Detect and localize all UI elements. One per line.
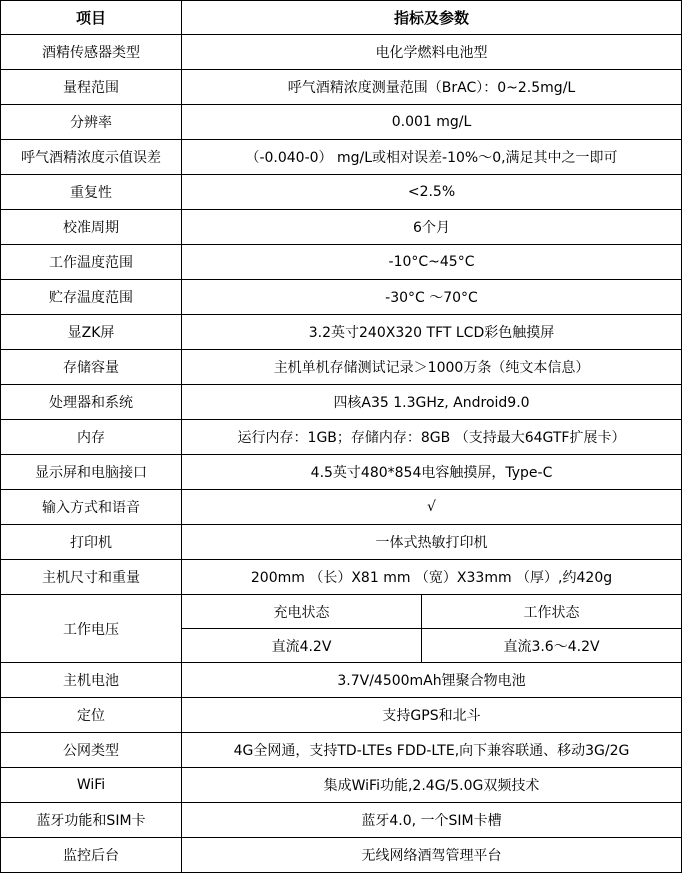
row-name: 呼气酒精浓度示值误差 bbox=[1, 140, 182, 175]
row-name: 校准周期 bbox=[1, 210, 182, 245]
row-name: 显示屏和电脑接口 bbox=[1, 455, 182, 490]
row-name: 打印机 bbox=[1, 525, 182, 560]
row-name: 定位 bbox=[1, 698, 182, 733]
row-name: 处理器和系统 bbox=[1, 385, 182, 420]
row-value: 6个月 bbox=[182, 210, 682, 245]
row-name: 监控后台 bbox=[1, 838, 182, 873]
row-name: 输入方式和语音 bbox=[1, 490, 182, 525]
row-name: 存储容量 bbox=[1, 350, 182, 385]
row-name: 重复性 bbox=[1, 175, 182, 210]
row-value: 4G全网通，支持TD-LTEs FDD-LTE,向下兼容联通、移动3G/2G bbox=[182, 733, 682, 768]
row-value: 集成WiFi功能,2.4G/5.0G双频技术 bbox=[182, 768, 682, 803]
row-name: 内存 bbox=[1, 420, 182, 455]
row-value: （-0.040-0） mg/L或相对误差-10%〜0,满足其中之一即可 bbox=[182, 140, 682, 175]
voltage-working-value: 直流3.6〜4.2V bbox=[422, 629, 682, 663]
table-header-row bbox=[1, 1, 682, 35]
row-value: 无线网络酒驾管理平台 bbox=[182, 838, 682, 873]
row-value: 一体式热敏打印机 bbox=[182, 525, 682, 560]
row-name: 贮存温度范围 bbox=[1, 280, 182, 315]
row-name: 主机尺寸和重量 bbox=[1, 560, 182, 595]
row-name: 显ZK屏 bbox=[1, 315, 182, 350]
header-spec: 指标及参数 bbox=[182, 1, 682, 35]
row-value: 0.001 mg/L bbox=[182, 105, 682, 140]
row-name: WiFi bbox=[1, 768, 182, 803]
row-value: √ bbox=[182, 490, 682, 525]
voltage-row bbox=[1, 595, 682, 629]
table-body bbox=[1, 35, 682, 873]
row-name: 工作温度范围 bbox=[1, 245, 182, 280]
row-name: 分辨率 bbox=[1, 105, 182, 140]
row-value: 蓝牙4.0, 一个SIM卡槽 bbox=[182, 803, 682, 838]
row-value: 运行内存：1GB；存储内存：8GB （支持最大64GTF扩展卡） bbox=[182, 420, 682, 455]
row-value: 3.2英寸240X320 TFT LCD彩色触摸屏 bbox=[182, 315, 682, 350]
row-value: 四核A35 1.3GHz, Android9.0 bbox=[182, 385, 682, 420]
row-name: 蓝牙功能和SIM卡 bbox=[1, 803, 182, 838]
row-value: 支持GPS和北斗 bbox=[182, 698, 682, 733]
row-name: 主机电池 bbox=[1, 663, 182, 698]
row-value: -30°C 〜70°C bbox=[182, 280, 682, 315]
voltage-working-label: 工作状态 bbox=[422, 595, 682, 629]
row-value: 呼气酒精浓度测量范围（BrAC）：0~2.5mg/L bbox=[182, 70, 682, 105]
row-value: 4.5英寸480*854电容触摸屏，Type-C bbox=[182, 455, 682, 490]
row-name: 量程范围 bbox=[1, 70, 182, 105]
row-name: 酒精传感器类型 bbox=[1, 35, 182, 70]
row-name: 公网类型 bbox=[1, 733, 182, 768]
header-item: 项目 bbox=[1, 1, 182, 35]
row-value: 200mm （长）X81 mm （宽）X33mm （厚）,约420g bbox=[182, 560, 682, 595]
voltage-charging-label: 充电状态 bbox=[182, 595, 422, 629]
voltage-charging-value: 直流4.2V bbox=[182, 629, 422, 663]
row-value: 3.7V/4500mAh锂聚合物电池 bbox=[182, 663, 682, 698]
voltage-name: 工作电压 bbox=[1, 595, 182, 663]
row-value: -10°C~45°C bbox=[182, 245, 682, 280]
row-value: <2.5% bbox=[182, 175, 682, 210]
row-value: 电化学燃料电池型 bbox=[182, 35, 682, 70]
row-value: 主机单机存储测试记录＞1000万条（纯文本信息） bbox=[182, 350, 682, 385]
